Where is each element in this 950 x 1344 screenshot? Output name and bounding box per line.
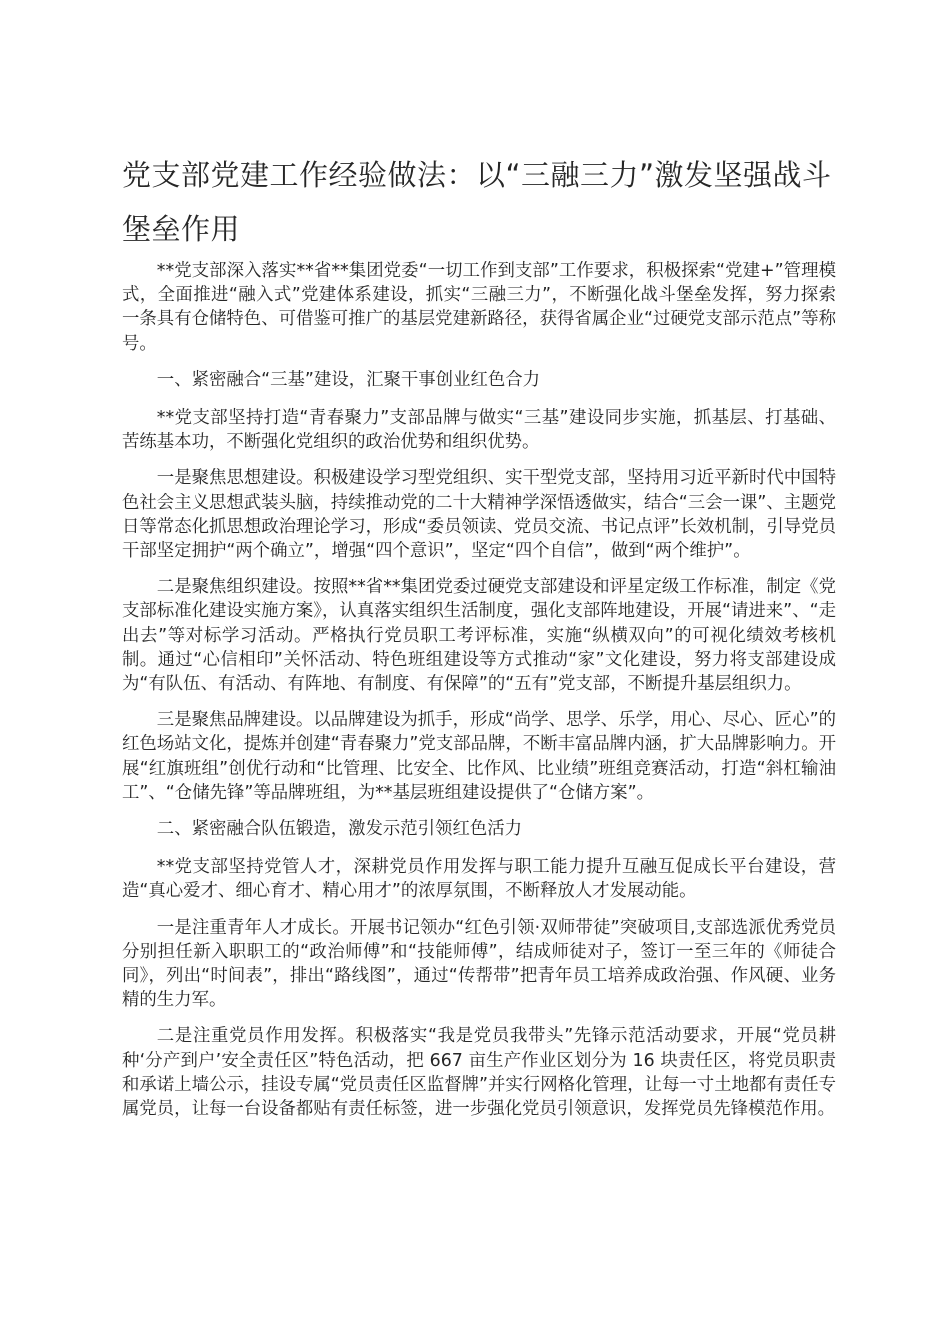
ideology-building-paragraph: 一是聚焦思想建设。积极建设学习型党组织、实干型党支部，坚持用习近平新时代中国特色社会主义思想武装头脑，持续推动党的二十大精神学深悟透做实，结合“三会一课”、主题党日等常态化抓思想政治理论学习，形成“委员领读、党员交流、书记点评”长效机制，引导党员干部坚定拥护“两个确立”，增强“四个意识”，坚定“四个自信”，做到“两个维护”。 bbox=[122, 468, 836, 562]
youth-talent-paragraph: 一是注重青年人才成长。开展书记领办“红色引领·双师带徒”突破项目,支部选派优秀党员分别担任新入职职工的“政治师傅”和“技能师傅”，结成师徒对子，签订一至三年的《师徒合同》，列出“时间表”，排出“路线图”，通过“传帮带”把青年员工培养成政治强、作风硬、业务精的生力军。 bbox=[122, 917, 836, 1011]
section-heading-1: 一、紧密融合“三基”建设，汇聚干事创业红色合力 bbox=[156, 369, 541, 390]
section-heading-2: 二、紧密融合队伍锻造，激发示范引领红色活力 bbox=[156, 819, 523, 840]
section-2-intro-paragraph: **党支部坚持党管人才，深耕党员作用发挥与职工能力提升互融互促成长平台建设，营造“真心爱才、细心育才、精心用才”的浓厚氛围，不断释放人才发展动能。 bbox=[122, 857, 836, 902]
section-1-intro-paragraph: **党支部坚持打造“青春聚力”支部品牌与做实“三基”建设同步实施，抓基层、打基础、苦练基本功，不断强化党组织的政治优势和组织优势。 bbox=[122, 408, 836, 453]
intro-paragraph: **党支部深入落实**省**集团党委“一切工作到支部”工作要求，积极探索“党建+”管理模式，全面推进“融入式”党建体系建设，抓实“三融三力”，不断强化战斗堡垒发挥，努力探索一条具有仓储特色、可借鉴可推广的基层党建新路径，获得省属企业“过硬党支部示范点”等称号。 bbox=[122, 261, 836, 354]
organization-building-paragraph: 二是聚焦组织建设。按照**省**集团党委过硬党支部建设和评星定级工作标准，制定《党支部标准化建设实施方案》，认真落实组织生活制度，强化支部阵地建设，开展“请进来”、“走出去”等对标学习活动。严格执行党员职工考评标准，实施“纵横双向”的可视化绩效考核机制。通过“心信相印”关怀活动、特色班组建设等方式推动“家”文化建设，努力将支部建设成为“有队伍、有活动、有阵地、有制度、有保障”的“五有”党支部，不断提升基层组织力。 bbox=[122, 577, 836, 695]
party-member-role-paragraph: 二是注重党员作用发挥。积极落实“我是党员我带头”先锋示范活动要求，开展“党员耕种‘分产到户’安全责任区”特色活动，把 667 亩生产作业区划分为 16 块责任区，将党员职责和承诺上墙公示，挂设专属“党员责任区监督牌”并实行网格化管理，让每一寸土地都有责任专属党员，让每一台设备都贴有责任标签，进一步强化党员引领意识，发挥党员先锋模范作用。 bbox=[122, 1026, 836, 1120]
document-body bbox=[122, 259, 836, 1133]
brand-building-paragraph: 三是聚焦品牌建设。以品牌建设为抓手，形成“尚学、思学、乐学，用心、尽心、匠心”的红色场站文化，提炼并创建“青春聚力”党支部品牌，不断丰富品牌内涵，扩大品牌影响力。开展“红旗班组”创优行动和“比管理、比安全、比作风、比业绩”班组竞赛活动，打造“斜杠输油工”、“仓储先锋”等品牌班组，为**基层班组建设提供了“仓储方案”。 bbox=[122, 710, 836, 803]
document-title: 党支部党建工作经验做法：以“三融三力”激发坚强战斗堡垒作用 bbox=[122, 158, 832, 246]
